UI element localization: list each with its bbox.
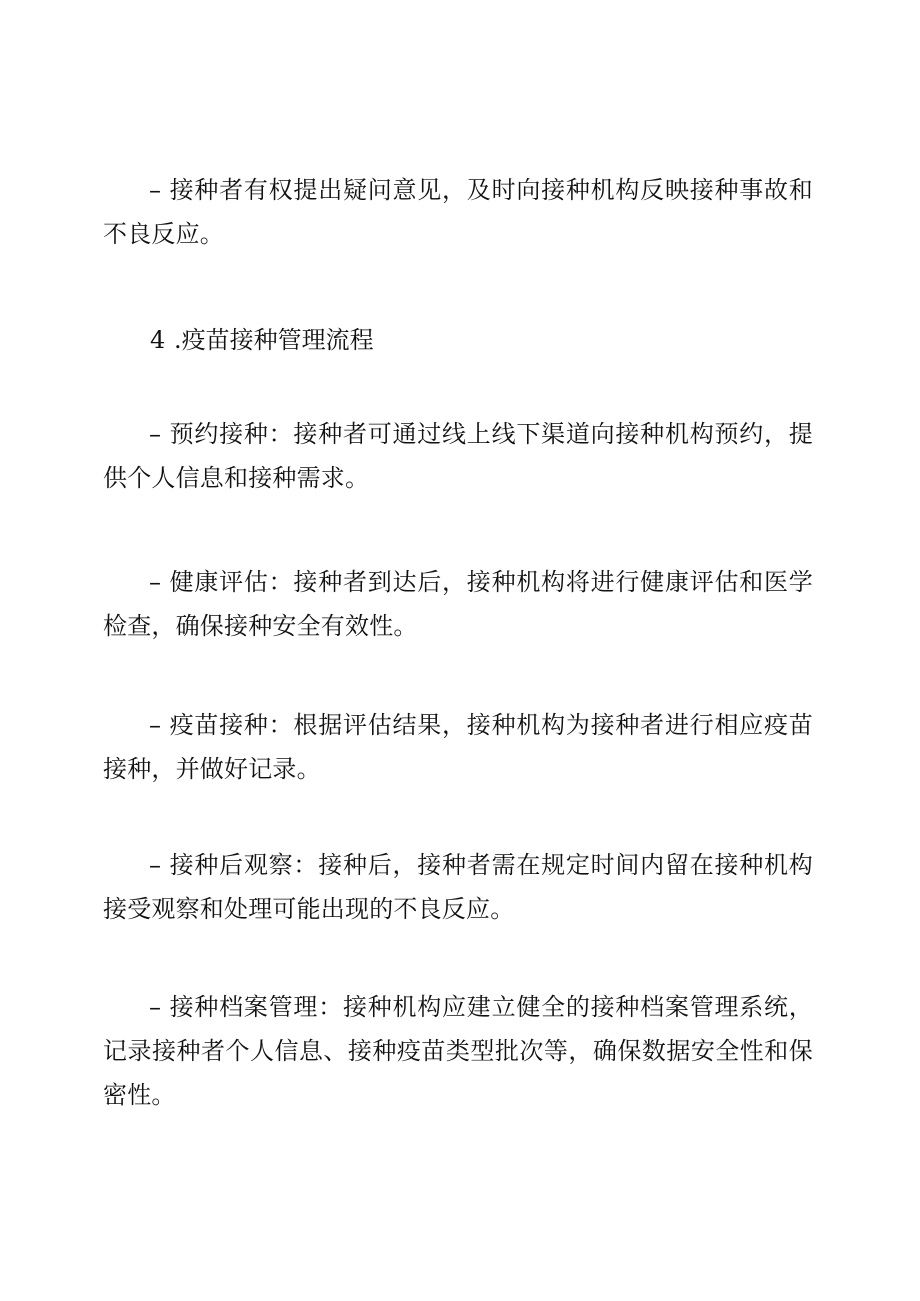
section-heading xyxy=(150,318,374,362)
paragraph-step-observation: – 接种后观察：接种后，接种者需在规定时间内留在接种机构接受观察和处理可能出现的不良反应。 xyxy=(103,851,813,923)
section-title: .疫苗接种管理流程 xyxy=(174,326,374,354)
paragraph-step-vaccination: – 疫苗接种：根据评估结果，接种机构为接种者进行相应疫苗接种，并做好记录。 xyxy=(103,711,813,783)
section-number: 4 xyxy=(150,326,166,354)
paragraph-step-health-assessment: – 健康评估：接种者到达后，接种机构将进行健康评估和医学检查，确保接种安全有效性。 xyxy=(103,568,813,640)
paragraph-rights-objection: – 接种者有权提出疑问意见，及时向接种机构反映接种事故和不良反应。 xyxy=(103,176,813,248)
paragraph-step-records-management: – 接种档案管理：接种机构应建立健全的接种档案管理系统，记录接种者个人信息、接种疫苗类型批次等，确保数据安全性和保密性。 xyxy=(103,993,813,1109)
paragraph-step-appointment: – 预约接种：接种者可通过线上线下渠道向接种机构预约，提供个人信息和接种需求。 xyxy=(103,420,813,492)
